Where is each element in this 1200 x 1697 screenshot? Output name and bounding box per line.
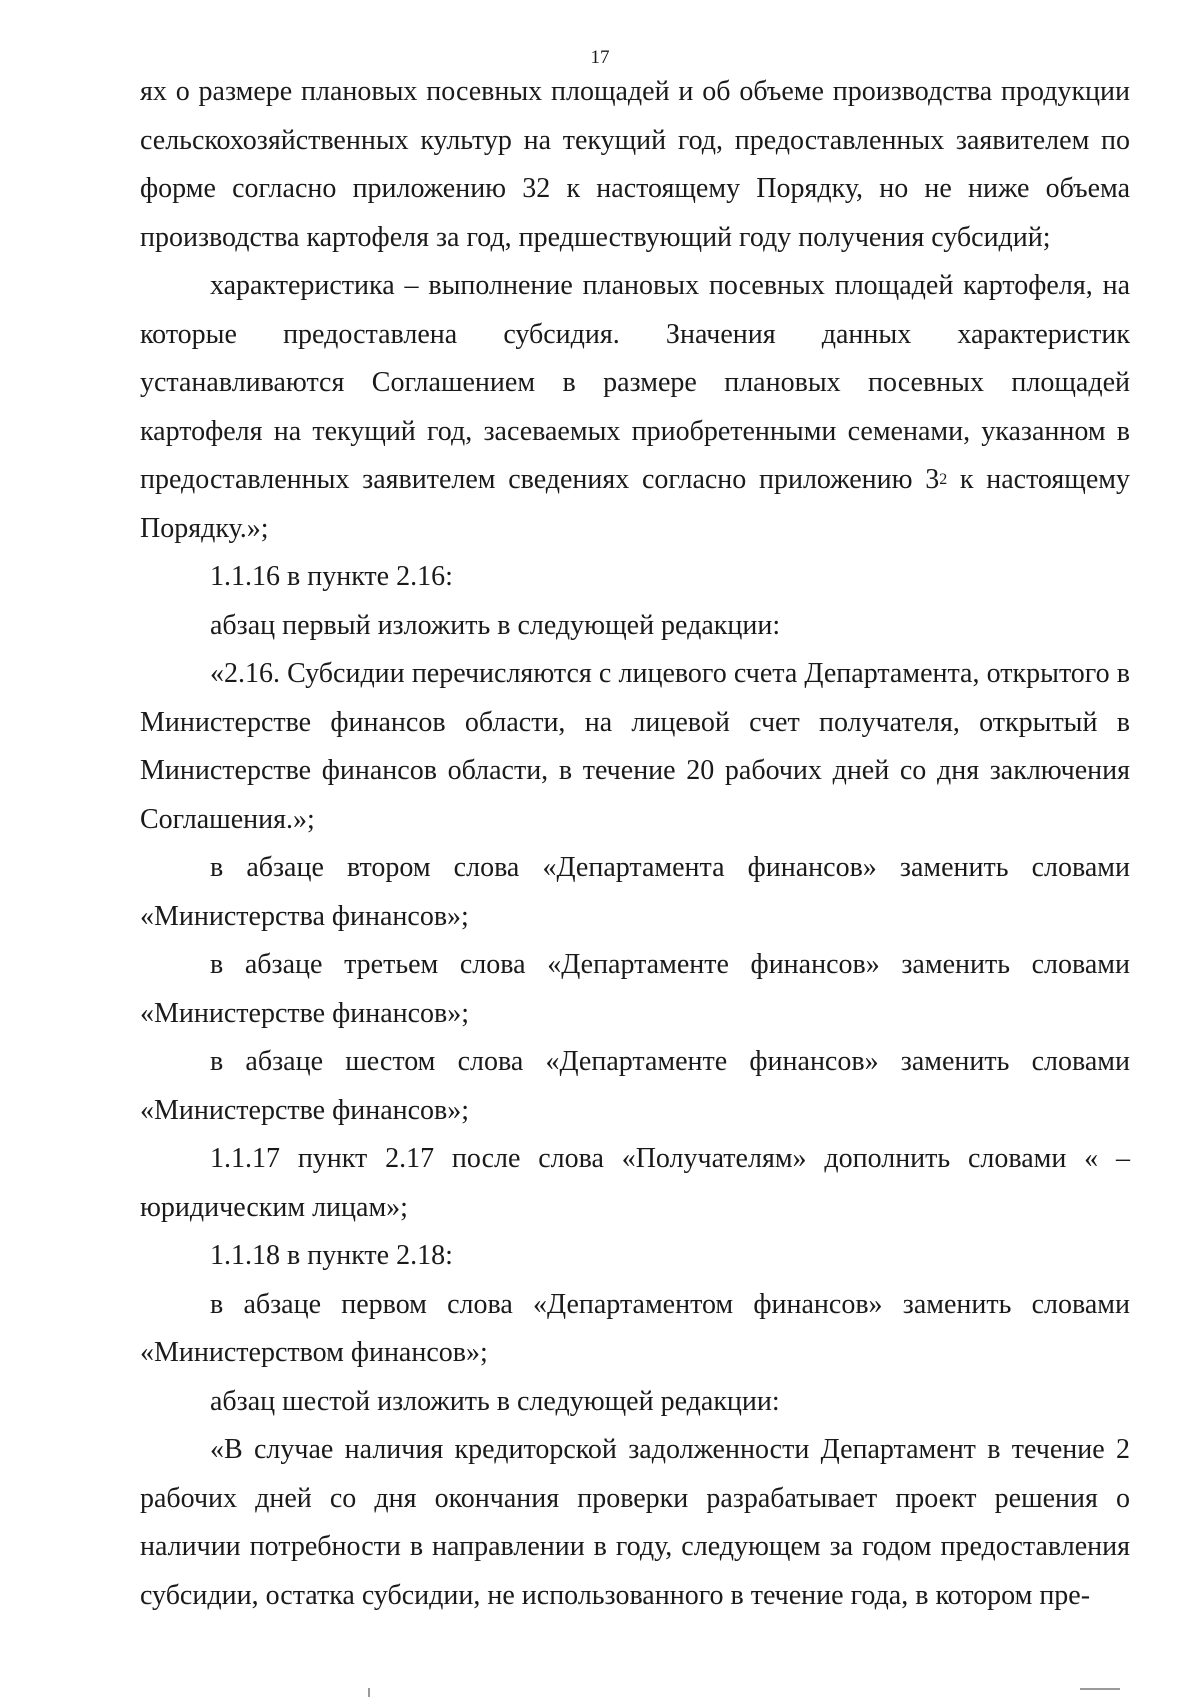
paragraph-characteristic [140, 262, 1130, 553]
paragraph-abzac-sixth-edit: абзац шестой изложить в следующей редакции: [210, 1385, 780, 1417]
paragraph-abzac-first-2-18: в абзаце первом слова «Департаментом финансов» заменить словами «Министерством финансов»; [140, 1288, 1130, 1368]
paragraph-abzac-sixth: в абзаце шестом слова «Департаменте финансов» заменить словами «Министерстве финансов»; [140, 1046, 1130, 1126]
paragraph-clause-1-1-17: 1.1.17 пункт 2.17 после слова «Получателям» дополнить словами « – юридическим лицам»; [140, 1143, 1130, 1223]
superscript-2: 2 [939, 471, 948, 488]
paragraph-2-16-text: «2.16. Субсидии перечисляются с лицевого счета Департамента, открытого в Министерстве финансов области, на лицевой счет получателя, открытый в Министерстве финансов области, в течение 20 рабочих дней со дня заключения Соглашения.»; [140, 658, 1130, 835]
paragraph-characteristic-text: характеристика – выполнение плановых посевных площадей картофеля, на которые предоставлена субсидия. Значения данных характеристик устанавливаются Соглашением в размере плановых посевных площадей картофеля на текущий год, засеваемых приобретенными семенами, указанном в предоставленных заявителем сведениях согласно приложению 3 [140, 270, 1130, 495]
paragraph-abzac-third: в абзаце третьем слова «Департаменте финансов» заменить словами «Министерстве финансов»; [140, 949, 1130, 1029]
paragraph-abzac-second: в абзаце втором слова «Департамента финансов» заменить словами «Министерства финансов»; [140, 852, 1130, 932]
scan-artifact-right [1080, 1688, 1120, 1690]
document-body [140, 68, 1130, 1620]
paragraph-characteristic-tail: к настоящему Порядку.»; [140, 464, 1130, 544]
scan-artifact-left [368, 1688, 370, 1697]
paragraph-clause-1-1-16: 1.1.16 в пункте 2.16: [210, 561, 453, 592]
paragraph-first-abzac-edit: абзац первый изложить в следующей редакции: [210, 609, 781, 641]
paragraph-continuation: ях о размере плановых посевных площадей и об объеме производства продукции сельскохозяйственных культур на текущий год, предоставленных заявителем по форме согласно приложению 32 к настоящему Порядку, но не ниже объема производства картофеля за год, предшествующий году получения субсидий; [140, 76, 1130, 253]
paragraph-clause-1-1-18: 1.1.18 в пункте 2.18: [210, 1240, 453, 1271]
page-number: 17 [590, 47, 610, 68]
paragraph-creditor-debt: «В случае наличия кредиторской задолженности Департамент в течение 2 рабочих дней со дня окончания проверки разрабатывает проект решения о наличии потребности в направлении в году, следующем за годом предоставления субсидии, остатка субсидии, не использованного в течение года, в котором пре- [140, 1434, 1130, 1611]
